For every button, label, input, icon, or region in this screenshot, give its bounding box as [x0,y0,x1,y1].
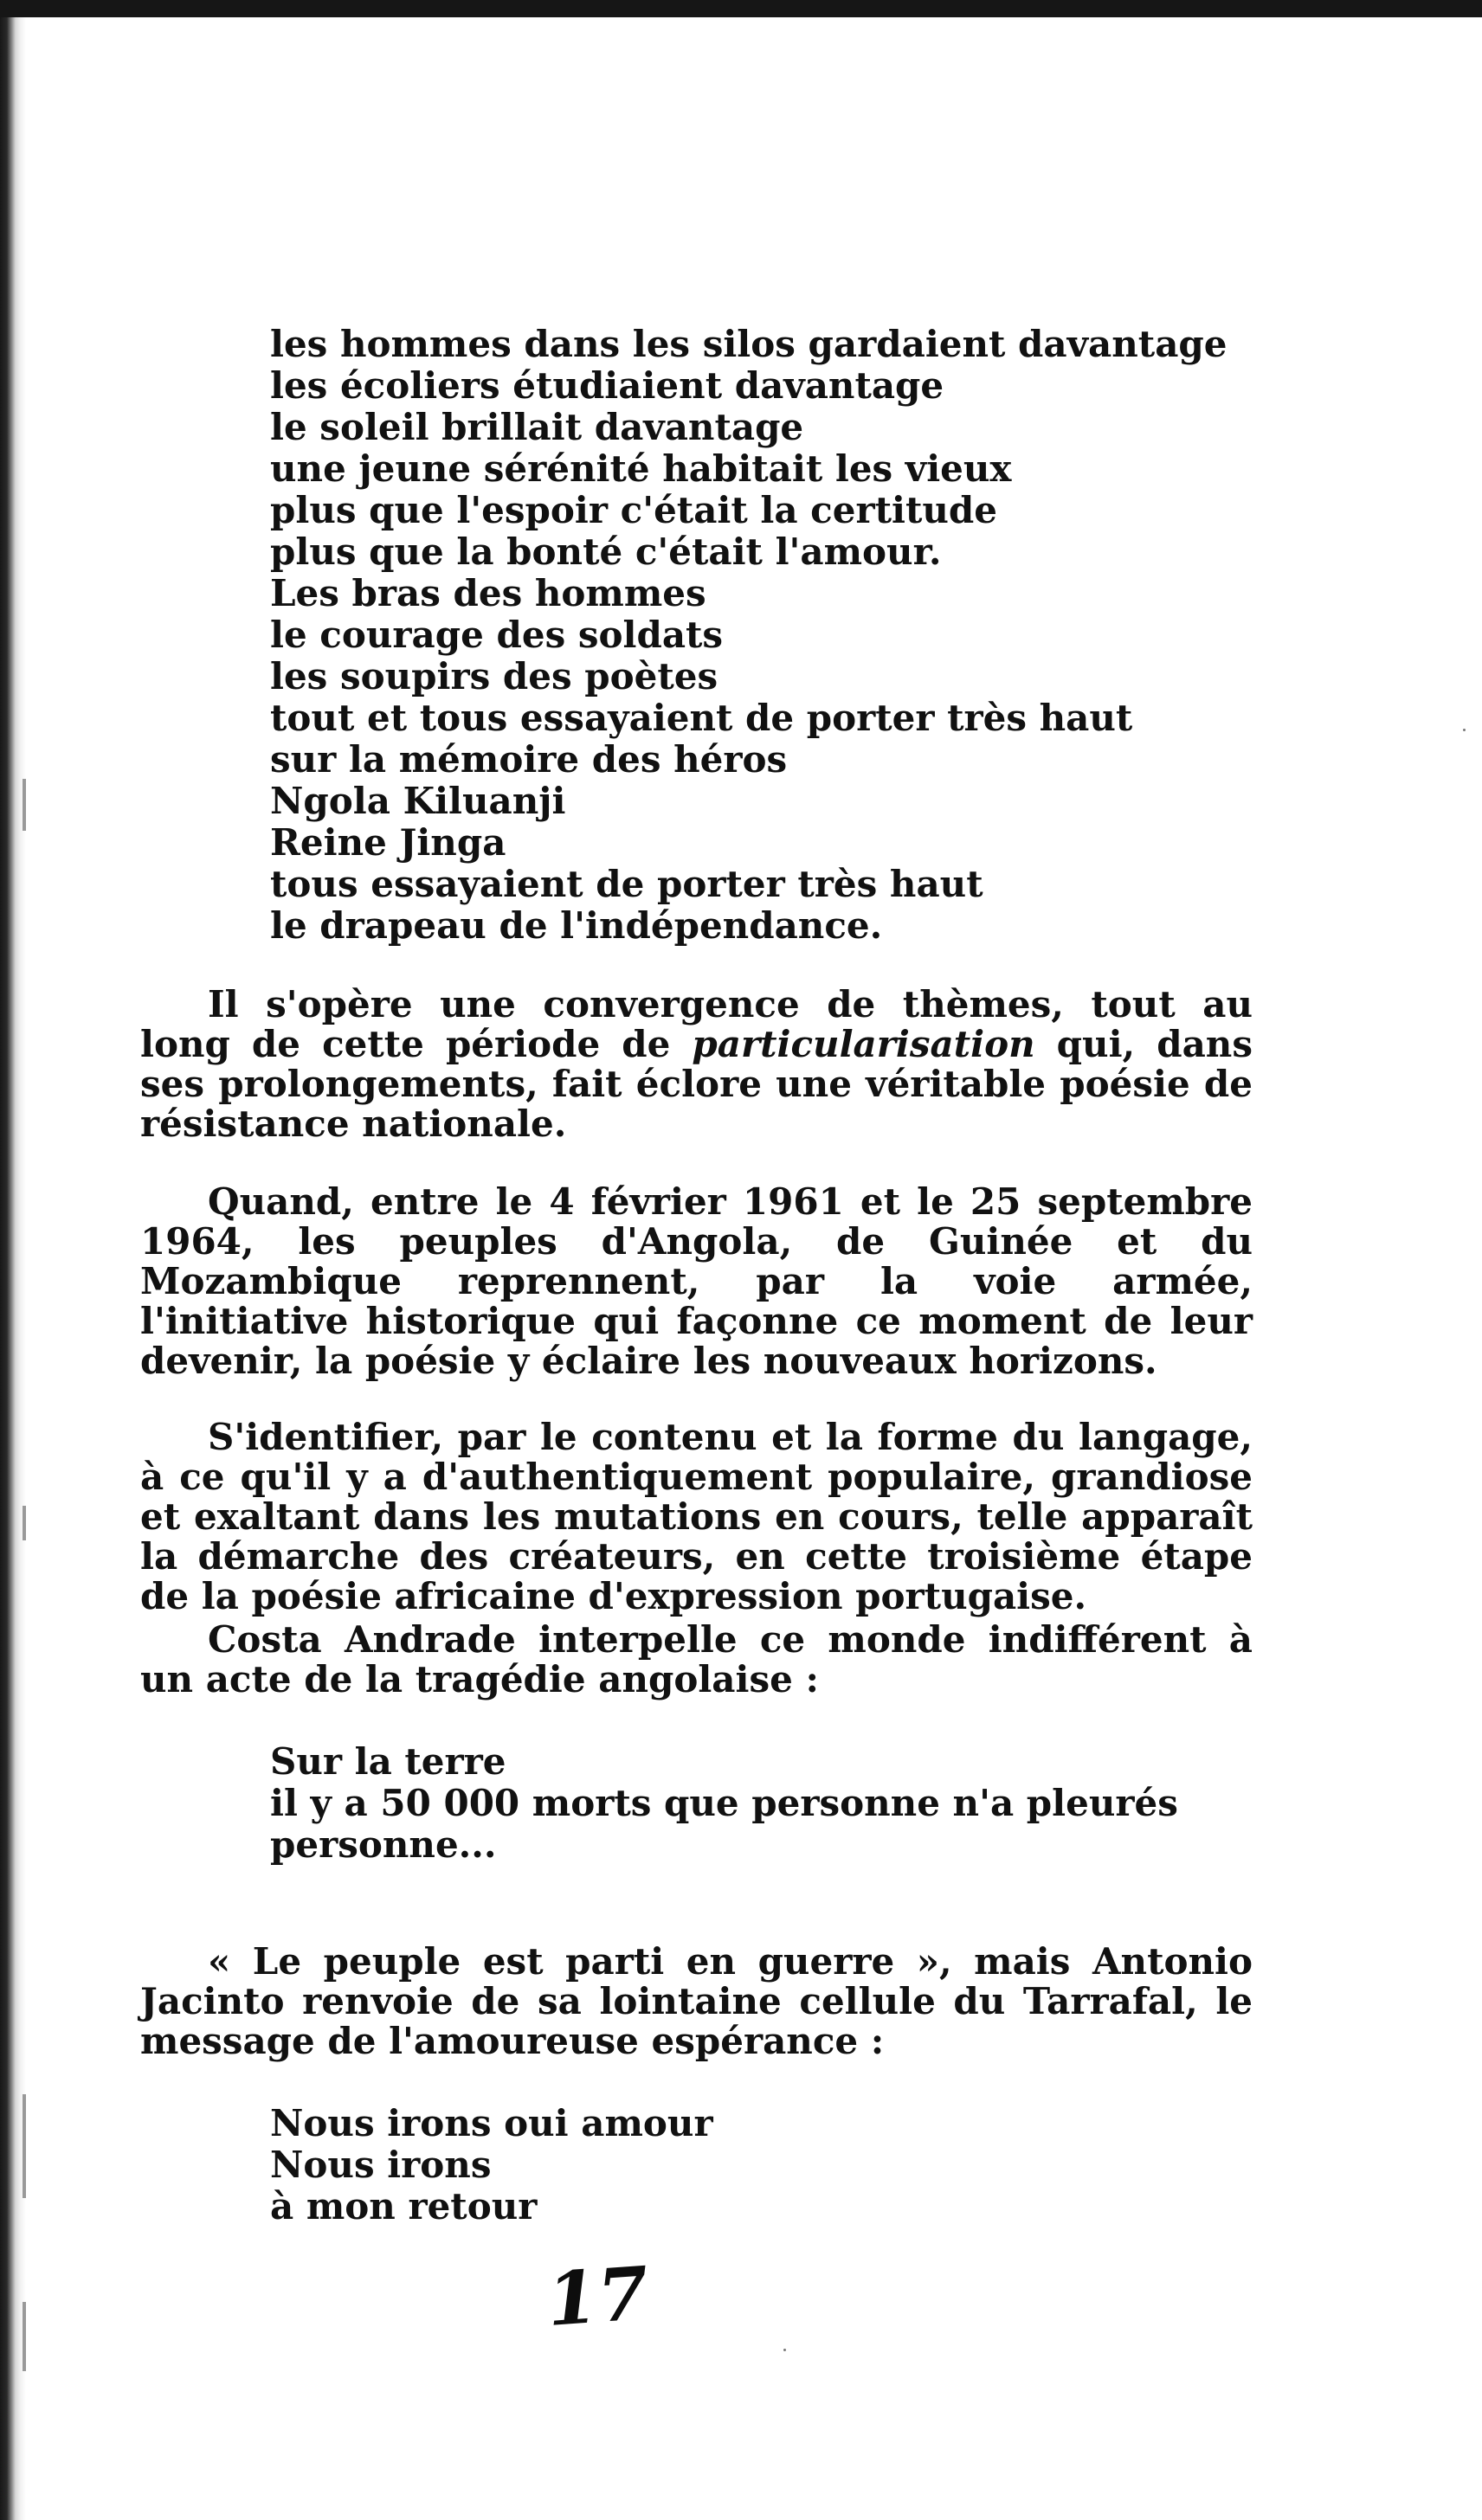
verse-line: les écoliers étudiaient davantage [270,364,944,407]
verse-line: Nous irons [270,2144,492,2186]
verse-line: plus que la bonté c'était l'amour. [270,530,942,573]
verse-line: le soleil brillait davantage [270,406,804,448]
paragraph-antonio-jacinto: « Le peuple est parti en guerre », mais Antonio Jacinto renvoie de sa lointaine cellule du Tarrafal, le message de l'amoureuse espérance : [140,1940,1253,2062]
verse-line: les soupirs des poètes [270,655,718,698]
verse-line: Les bras des hommes [270,572,706,614]
paragraph-text: qui, dans ses prolongements, fait éclore une véritable poésie de résistance nationale. [140,1023,1253,1145]
paragraph-identification: S'identifier, par le contenu et la forme du langage, à ce qu'il y a d'authentiquement populaire, grandiose et exaltant dans les mutations en cours, telle apparaît la démarche des créateurs, en cette troisième étape de la poésie africaine d'expression portugaise. [140,1416,1253,1617]
verse-line: le drapeau de l'indépendance. [270,904,883,947]
paragraph-costa-andrade: Costa Andrade interpelle ce monde indifférent à un acte de la tragédie angolaise : [140,1618,1253,1700]
paragraph-convergence [140,985,1253,1144]
verse-line: Nous irons oui amour [270,2102,713,2144]
verse-line: Ngola Kiluanji [270,780,566,822]
poem-excerpt-one [270,324,1227,947]
verse-line: une jeune sérénité habitait les vieux [270,447,1012,490]
verse-line: sur la mémoire des héros [270,738,788,781]
paragraph-armed-struggle: Quand, entre le 4 février 1961 et le 25 septembre 1964, les peuples d'Angola, de Guinée et du Mozambique reprennent, par la voie armée, l'initiative historique qui façonne ce moment de leur devenir, la poésie y éclaire les nouveaux horizons. [140,1180,1253,1382]
verse-line: le courage des soldats [270,614,724,656]
poem-excerpt-three [270,2103,713,2228]
verse-line: à mon retour [270,2185,538,2228]
handwritten-page-number: 17 [544,2250,652,2343]
verse-line: tous essayaient de porter très haut [270,863,983,905]
verse-line: tout et tous essayaient de porter très haut [270,697,1133,739]
italic-term: particularisation [692,1023,1035,1065]
paragraph-text: Il s'opère une convergence de thèmes, tout au long de cette période de [140,983,1253,1065]
verse-line: Reine Jinga [270,821,506,864]
verse-line: il y a 50 000 morts que personne n'a pleurés [270,1782,1178,1824]
verse-line: Sur la terre [270,1740,506,1783]
verse-line: personne... [270,1823,497,1866]
verse-line: plus que l'espoir c'était la certitude [270,489,997,531]
verse-line: les hommes dans les silos gardaient davantage [270,323,1227,365]
poem-excerpt-two [270,1741,1178,1866]
